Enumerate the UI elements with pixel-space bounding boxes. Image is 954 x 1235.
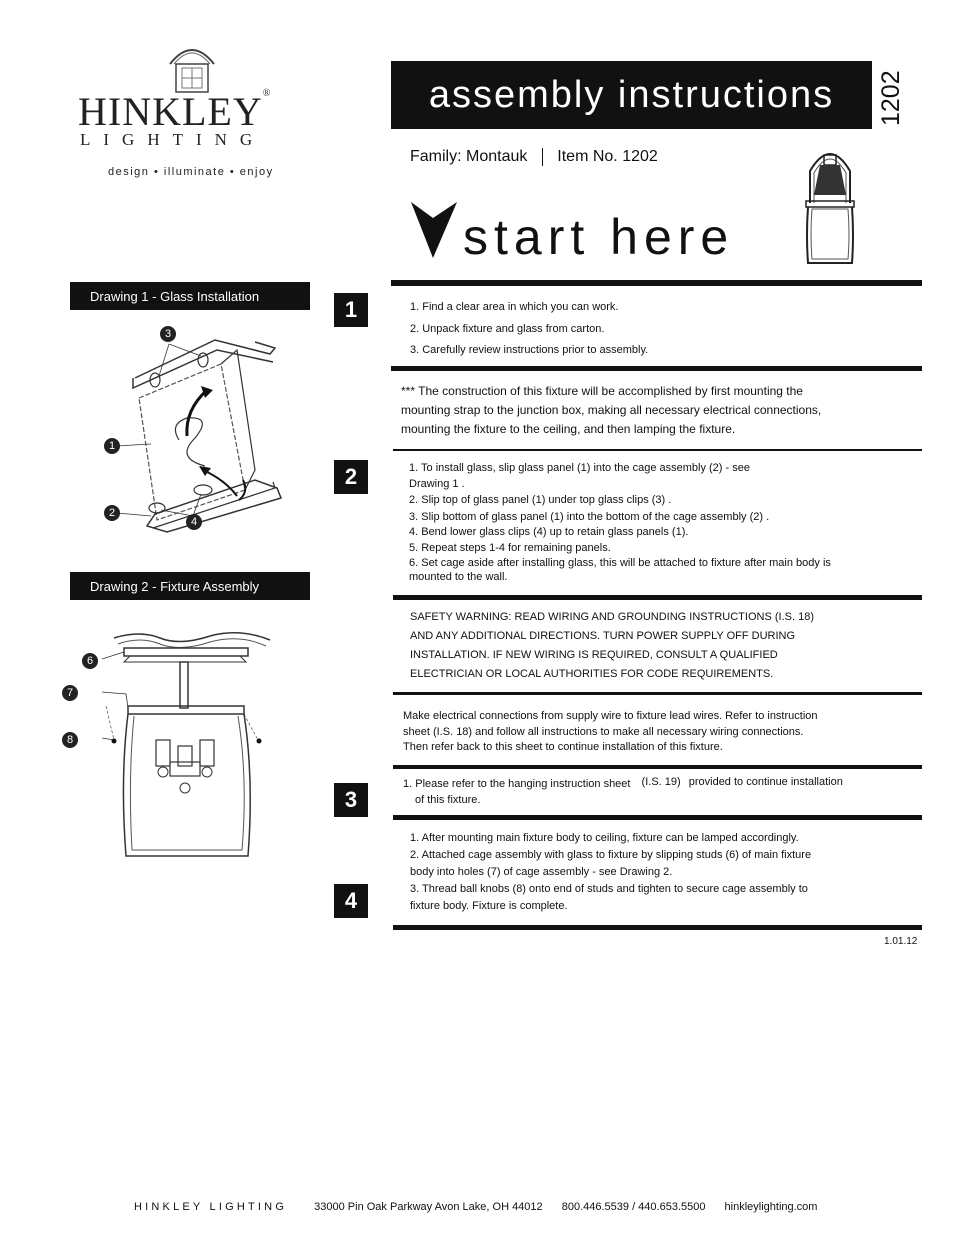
step-3-line: [403, 776, 903, 792]
item-number: Item No. 1202: [557, 148, 658, 166]
callout-1: 1: [104, 438, 120, 454]
step-2-item: 6. Set cage aside after installing glass, this will be attached to fixture after main body is mounted to the wall.: [409, 557, 831, 583]
fixture-assembly-drawing: [100, 628, 280, 863]
safety-line: INSTALLATION. IF NEW WIRING IS REQUIRED, CONSULT A QUALIFIED: [410, 649, 778, 661]
glass-installation-drawing: [95, 320, 310, 540]
callout-8: 8: [62, 732, 78, 748]
step-2-item: 3. Slip bottom of glass panel (1) into the bottom of the cage assembly (2) .: [409, 510, 770, 523]
footer: [134, 1201, 817, 1213]
electrical-line: Make electrical connections from supply wire to fixture lead wires. Refer to instruction: [403, 710, 818, 722]
footer-company: HINKLEY LIGHTING: [134, 1201, 288, 1213]
safety-line: ELECTRICIAN OR LOCAL AUTHORITIES FOR CODE REQUIREMENTS.: [410, 668, 774, 680]
fixture-thumbnail-icon: [798, 143, 862, 268]
drawing2-label: Drawing 2 - Fixture Assembly: [70, 572, 310, 600]
section-rule: [391, 366, 922, 371]
step-1-number: 1: [334, 293, 368, 327]
safety-line: AND ANY ADDITIONAL DIRECTIONS. TURN POWER SUPPLY OFF DURING: [410, 630, 796, 642]
step-2-number: 2: [334, 460, 368, 494]
step-1-item: 3. Carefully review instructions prior to assembly.: [410, 344, 649, 356]
logo-emblem-icon: [164, 42, 220, 94]
step-4-number: 4: [334, 884, 368, 918]
drawing1-label: Drawing 1 - Glass Installation: [70, 282, 310, 310]
step-3-line1: 1. Please refer to the hanging instruction sheet: [403, 778, 631, 790]
start-here-heading: start here: [463, 209, 735, 265]
section-rule: [391, 280, 922, 286]
section-rule: [393, 595, 922, 600]
callout-2: 2: [104, 505, 120, 521]
electrical-instructions: [403, 709, 913, 756]
arrow-down-icon: [409, 200, 459, 260]
step-4-line: fixture body. Fixture is complete.: [410, 900, 568, 912]
step-2-item: 1. To install glass, slip glass panel (1) into the cage assembly (2) - see Drawing 1 .: [409, 462, 750, 490]
version-number: 1.01.12: [884, 936, 918, 947]
step-4-text: [410, 830, 910, 915]
step-3-line2: of this fixture.: [415, 794, 481, 806]
step-2-item: 4. Bend lower glass clips (4) up to retain glass panels (1).: [409, 526, 689, 538]
section-rule: [393, 692, 922, 695]
callout-7: 7: [62, 685, 78, 701]
callout-3: 3: [160, 326, 176, 342]
step-2-item: 2. Slip top of glass panel (1) under top glass clips (3) .: [409, 494, 672, 506]
logo-wordmark: [78, 88, 271, 135]
step-4-line: 3. Thread ball knobs (8) onto end of studs and tighten to secure cage assembly to: [410, 883, 808, 895]
section-rule: [393, 925, 922, 930]
registered-mark: ®: [262, 88, 272, 99]
step-1-item: 1. Find a clear area in which you can work.: [410, 301, 619, 313]
callout-4: 4: [186, 514, 202, 530]
logo-word: HINKLEY: [78, 89, 263, 134]
logo-tagline: design • illuminate • enjoy: [108, 166, 274, 178]
construction-note: *** The construction of this fixture will be accomplished by first mounting the mounting strap to the junction box, making all necessary electrical connections, mounting the fixture to the ceiling, and then lamping the fixture.: [401, 384, 822, 436]
electrical-line: Then refer back to this sheet to continue installation of this fixture.: [403, 741, 723, 753]
safety-warning: [410, 608, 910, 684]
page-title: assembly instructions: [428, 73, 835, 116]
step-2-text: [409, 461, 849, 584]
step-1-text: [410, 297, 910, 362]
footer-website[interactable]: hinkleylighting.com: [724, 1201, 818, 1213]
electrical-line: sheet (I.S. 18) and follow all instructions to make all necessary wiring connections.: [403, 725, 804, 738]
step-2-item: 5. Repeat steps 1-4 for remaining panels.: [409, 541, 611, 554]
safety-line: SAFETY WARNING: READ WIRING AND GROUNDING INSTRUCTIONS (I.S. 18): [410, 611, 814, 623]
step-4-line: body into holes (7) of cage assembly - see Drawing 2.: [410, 866, 673, 878]
section-rule: [393, 765, 922, 769]
logo-subword: LIGHTING: [80, 130, 266, 149]
step-3-number: 3: [334, 783, 368, 817]
family-name: Family: Montauk: [410, 148, 528, 166]
step-4-line: 2. Attached cage assembly with glass to fixture by slipping studs (6) of main fixture: [410, 849, 812, 861]
section-rule: [393, 815, 922, 820]
family-divider: [542, 148, 543, 166]
step-3-ref: (I.S. 19): [641, 776, 681, 788]
brand-logo: [72, 42, 312, 182]
title-bar: [391, 61, 872, 129]
footer-address: 33000 Pin Oak Parkway Avon Lake, OH 44012: [314, 1201, 543, 1213]
footer-phone: 800.446.5539 / 440.653.5500: [561, 1201, 706, 1213]
step-1-item: 2. Unpack fixture and glass from carton.: [410, 322, 605, 335]
step-3-text: [403, 776, 903, 808]
item-number-vertical: 1202: [877, 70, 905, 126]
step-3-line1-end: provided to continue installation: [688, 776, 843, 788]
callout-6: 6: [82, 653, 98, 669]
section-rule: [393, 449, 922, 451]
step-4-line: 1. After mounting main fixture body to ceiling, fixture can be lamped accordingly.: [410, 832, 799, 844]
family-line: [410, 148, 658, 166]
